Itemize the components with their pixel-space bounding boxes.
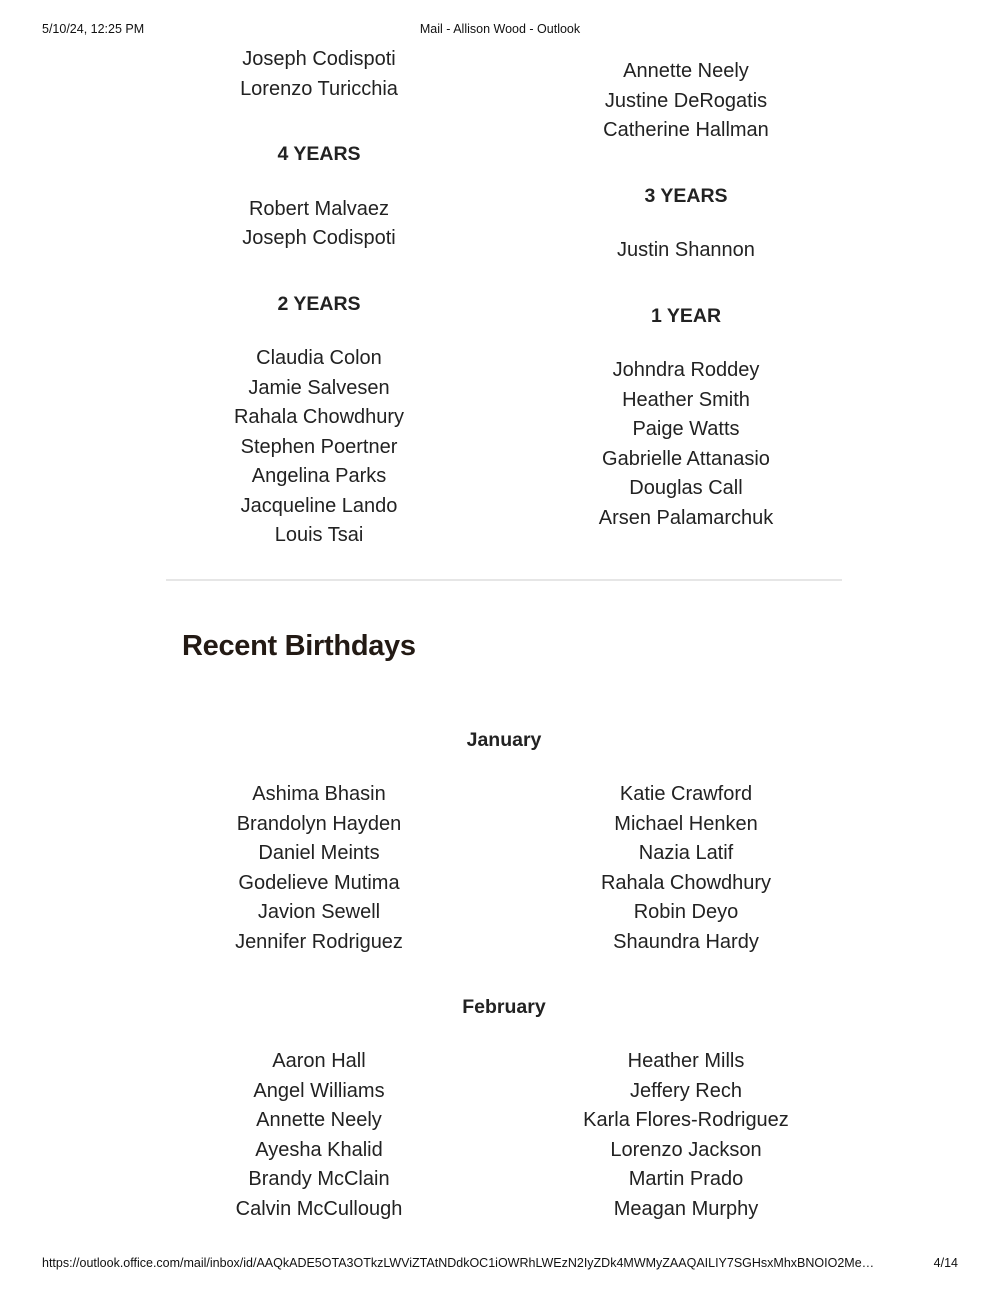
- list-item: Robin Deyo: [633, 901, 739, 923]
- list-item: Katie Crawford: [619, 783, 753, 805]
- list-item: Javion Sewell: [257, 901, 381, 923]
- print-header: [42, 22, 958, 40]
- list-item: Gabrielle Attanasio: [602, 447, 770, 470]
- list-item: Jacqueline Lando: [240, 494, 398, 517]
- anniversary-4-years-heading: 4 YEARS: [277, 143, 361, 165]
- list-item: Godelieve Mutima: [238, 871, 400, 894]
- anniversary-2-years-heading: 2 YEARS: [277, 292, 361, 315]
- anniversary-left-column: [168, 45, 470, 551]
- list-item: Angelina Parks: [251, 465, 387, 487]
- list-item: Claudia Colon: [256, 347, 382, 369]
- list-item: Rahala Chowdhury: [233, 406, 405, 428]
- anniversary-3-years-heading: 3 YEARS: [644, 184, 728, 207]
- list-item: Louis Tsai: [274, 524, 364, 546]
- anniversary-1-year-heading: 1 YEAR: [650, 304, 722, 327]
- print-title: Mail - Allison Wood - Outlook: [419, 22, 581, 36]
- list-item: Annette Neely: [623, 60, 749, 82]
- february-left-column: [168, 1047, 470, 1224]
- list-item: Brandy McClain: [248, 1168, 390, 1190]
- list-item: Martin Prado: [628, 1168, 744, 1190]
- list-item: Shaundra Hardy: [613, 930, 759, 953]
- recent-birthdays-title: Recent Birthdays: [182, 630, 416, 662]
- list-item: Brandolyn Hayden: [236, 812, 402, 835]
- list-item: Robert Malvaez: [248, 197, 390, 220]
- list-item: Joseph Codispoti: [242, 227, 396, 249]
- list-item: Jennifer Rodriguez: [235, 930, 403, 953]
- list-item: Meagan Murphy: [613, 1197, 759, 1220]
- print-footer: [42, 1256, 958, 1274]
- february-right-column: [535, 1047, 837, 1224]
- list-item: Justine DeRogatis: [604, 89, 768, 112]
- list-item: Justin Shannon: [617, 239, 755, 261]
- list-item: Stephen Poertner: [240, 435, 398, 458]
- list-item: Catherine Hallman: [603, 119, 769, 141]
- list-item: Daniel Meints: [258, 842, 380, 864]
- list-item: Arsen Palamarchuk: [598, 506, 774, 529]
- page-number: 4/14: [933, 1256, 958, 1270]
- list-item: Karla Flores-Rodriguez: [583, 1109, 789, 1131]
- list-item: Lorenzo Turicchia: [240, 77, 398, 100]
- list-item: Jeffery Rech: [630, 1079, 742, 1102]
- january-right-column: [535, 780, 837, 957]
- list-item: Johndra Roddey: [612, 359, 760, 381]
- list-item: Ayesha Khalid: [255, 1138, 383, 1161]
- list-item: Annette Neely: [256, 1109, 382, 1131]
- section-divider: [166, 579, 842, 581]
- list-item: Lorenzo Jackson: [610, 1138, 762, 1161]
- list-item: Douglas Call: [629, 477, 743, 499]
- list-item: Rahala Chowdhury: [600, 871, 772, 894]
- list-item: Jamie Salvesen: [248, 376, 390, 399]
- list-item: Joseph Codispoti: [242, 48, 396, 70]
- january-heading: January: [466, 729, 542, 751]
- list-item: Heather Mills: [627, 1050, 745, 1072]
- list-item: Nazia Latif: [638, 842, 734, 864]
- list-item: Ashima Bhasin: [252, 783, 386, 805]
- anniversary-right-column: [535, 57, 837, 533]
- list-item: Aaron Hall: [272, 1050, 366, 1072]
- february-heading: February: [462, 996, 546, 1018]
- list-item: Heather Smith: [622, 388, 750, 411]
- list-item: Calvin McCullough: [235, 1197, 403, 1220]
- list-item: Paige Watts: [632, 418, 740, 440]
- january-left-column: [168, 780, 470, 957]
- print-url: https://outlook.office.com/mail/inbox/id/AAQkADE5OTA3OTkzLWViZTAtNDdkOC1iOWRhLWEzN2IyZDk4MWMyZAAQAILIY7SGHsxMhxBNOIO2Me…: [42, 1256, 875, 1270]
- list-item: Angel Williams: [253, 1079, 385, 1102]
- print-datetime: 5/10/24, 12:25 PM: [42, 22, 145, 36]
- list-item: Michael Henken: [614, 812, 758, 835]
